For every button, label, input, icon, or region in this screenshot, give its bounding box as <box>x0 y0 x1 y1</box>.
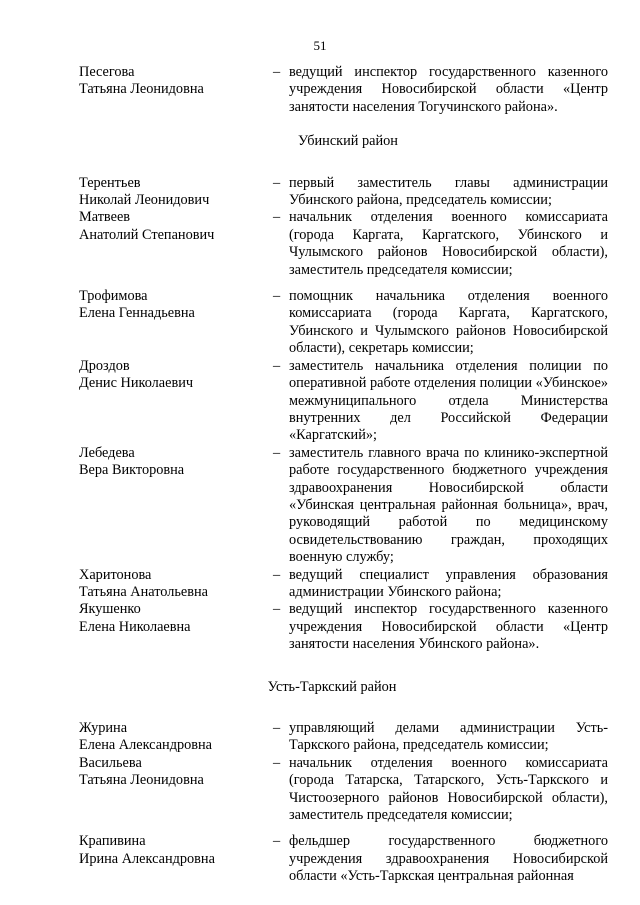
member-surname: Харитонова <box>79 566 152 583</box>
member-given-name: Елена Николаевна <box>79 618 191 635</box>
member-role: управляющий делами администрации Усть-Таркского района, председатель комиссии; <box>289 720 608 754</box>
member-role: ведущий инспектор государственного казенного учреждения Новосибирской области «Центр занятости населения Тогучинского района». <box>289 64 608 115</box>
commission-member-entry <box>0 567 640 602</box>
member-surname: Крапивина <box>79 833 146 850</box>
member-name <box>79 288 259 323</box>
member-role: заместитель начальника отделения полиции по оперативной работе отделения полиции «Убинское» межмуниципального отдела Министерства внутренних дел Российской Федерации «Каргатский»; <box>289 357 608 444</box>
member-role: ведущий специалист управления образования администрации Убинского района; <box>289 566 608 600</box>
commission-member-entry <box>0 288 640 358</box>
commission-member-entry <box>0 601 640 653</box>
commission-member-entry <box>0 358 640 445</box>
member-name <box>79 209 259 244</box>
entry-dash: – <box>273 566 281 583</box>
entry-dash: – <box>273 601 281 618</box>
member-name <box>79 755 259 790</box>
commission-member-entry <box>0 445 640 567</box>
page-number: 51 <box>313 38 327 53</box>
member-role: первый заместитель главы администрации Убинского района, председатель комиссии; <box>289 174 608 209</box>
commission-member-entry <box>0 209 640 279</box>
member-name <box>79 601 259 636</box>
entry-dash: – <box>273 754 281 771</box>
entry-dash: – <box>273 288 281 305</box>
member-surname: Васильева <box>79 754 142 771</box>
entry-dash: – <box>273 833 281 850</box>
member-name <box>79 358 259 393</box>
entry-dash: – <box>273 174 281 191</box>
entry-dash: – <box>273 444 281 461</box>
member-given-name: Николай Леонидович <box>79 192 210 209</box>
member-surname: Матвеев <box>79 209 131 226</box>
member-surname: Трофимова <box>79 288 148 305</box>
member-surname: Журина <box>79 720 128 736</box>
member-role: заместитель главного врача по клинико-экспертной работе государственного бюджетного учреждения здравоохранения Новосибирской области «Убинская центральная районная больница», врач, руководящий работой по медицинскому освидетельствованию граждан, проходящих военную службу; <box>289 444 608 566</box>
member-role: ведущий инспектор государственного казенного учреждения Новосибирской области «Центр занятости населения Убинского района». <box>289 601 608 653</box>
member-name <box>79 175 259 210</box>
member-name <box>79 445 259 480</box>
commission-member-entry <box>0 175 640 210</box>
entry-dash: – <box>273 720 281 736</box>
member-surname: Песегова <box>79 64 135 80</box>
member-given-name: Анатолий Степанович <box>79 226 215 243</box>
member-surname: Лебедева <box>79 444 135 461</box>
member-name <box>79 720 259 755</box>
member-name <box>79 567 259 602</box>
member-given-name: Татьяна Анатольевна <box>79 583 208 600</box>
member-given-name: Елена Александровна <box>79 737 213 754</box>
member-given-name: Денис Николаевич <box>79 375 194 392</box>
document-body <box>0 64 640 886</box>
member-name <box>79 833 259 868</box>
entry-dash: – <box>273 357 281 374</box>
spacer <box>0 279 640 288</box>
member-surname: Терентьев <box>79 174 141 191</box>
member-given-name: Татьяна Леонидовна <box>79 772 204 789</box>
member-role: начальник отделения военного комиссариата (города Каргата, Каргатского, Убинского и Чулымского районов Новосибирской области), заместитель председателя комиссии; <box>289 209 608 278</box>
member-role: фельдшер государственного бюджетного учреждения здравоохранения Новосибирской области «Усть-Таркская центральная районная <box>289 833 608 885</box>
member-given-name: Елена Геннадьевна <box>79 305 195 322</box>
commission-member-entry <box>0 833 640 885</box>
commission-member-entry <box>0 720 640 755</box>
member-surname: Якушенко <box>79 601 141 618</box>
member-role: помощник начальника отделения военного комиссариата (города Каргата, Каргатского, Убинского и Чулымского районов Новосибирской области), секретарь комиссии; <box>289 288 608 357</box>
entry-dash: – <box>273 209 281 226</box>
member-given-name: Татьяна Леонидовна <box>79 81 204 98</box>
commission-member-entry <box>0 755 640 825</box>
member-given-name: Вера Викторовна <box>79 462 185 479</box>
member-role: начальник отделения военного комиссариата (города Татарска, Татарского, Усть-Таркского и Чистоозерного районов Новосибирской области), заместитель председателя комиссии; <box>289 754 608 824</box>
member-given-name: Ирина Александровна <box>79 850 215 867</box>
district-heading: Убинский район <box>298 133 398 150</box>
member-surname: Дроздов <box>79 357 130 374</box>
member-name <box>79 64 259 99</box>
entry-dash: – <box>273 64 281 80</box>
district-heading: Усть-Таркский район <box>267 678 397 695</box>
commission-member-entry <box>0 64 640 116</box>
spacer <box>0 824 640 833</box>
